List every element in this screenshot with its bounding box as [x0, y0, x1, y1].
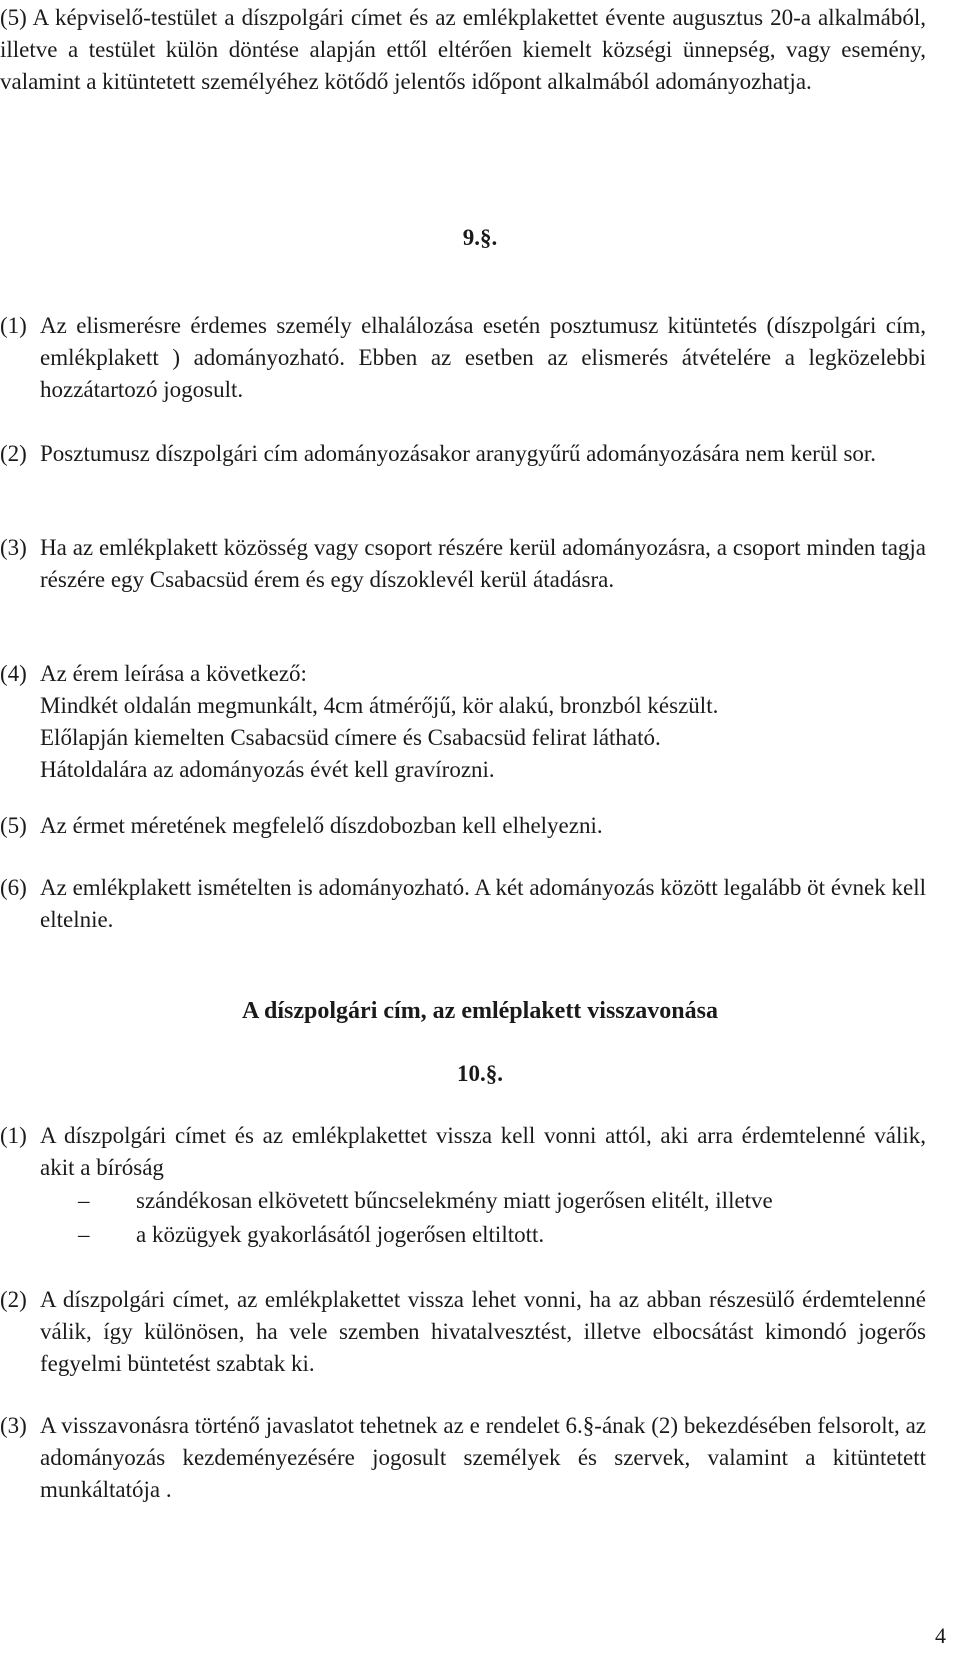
section-title: A díszpolgári cím, az emléplakett visszavonása — [242, 998, 718, 1024]
section-10-paragraph-1 — [0, 1120, 926, 1184]
section-10-paragraph-2 — [0, 1284, 926, 1380]
section-9-heading: 9.§. — [462, 225, 498, 250]
list-item-text: a közügyek gyakorlásától jogerősen eltiltott. — [136, 1222, 545, 1247]
section-9-paragraph-1 — [0, 310, 926, 406]
paragraph-number: (1) — [0, 313, 27, 338]
paragraph-number: (5) — [0, 813, 27, 838]
medal-description-line: Hátoldalára az adományozás évét kell gravírozni. — [40, 757, 495, 782]
paragraph-text: Az elismerésre érdemes személy elhalálozása esetén posztumusz kitüntetés (díszpolgári cím, emlékplakett ) adományozható. Ebben az esetben az elismerés átvételére a legközelebbi hozzátartozó jogosult. — [40, 313, 926, 402]
paragraph-text: Posztumusz díszpolgári cím adományozásakor aranygyűrű adományozására nem kerül sor. — [40, 441, 877, 466]
section-10-paragraph-3 — [0, 1410, 926, 1506]
paragraph-number: (2) — [0, 1287, 27, 1312]
paragraph-number: (2) — [0, 441, 27, 466]
paragraph-text: A díszpolgári címet és az emlékplakettet vissza kell vonni attól, aki arra érdemtelenné válik, akit a bíróság — [40, 1123, 926, 1180]
paragraph-number: (1) — [0, 1123, 27, 1148]
paragraph-text: (5) A képviselő-testület a díszpolgári címet és az emlékplakettet évente augusztus 20-a alkalmából, illetve a testület külön döntése alapján ettől eltérően kiemelt községi ünnepség, vagy esemény, valamint a kitüntetett személyéhez kötődő jelentős időpont alkalmából adományozhatja. — [0, 5, 926, 94]
paragraph-number: (6) — [0, 875, 27, 900]
section-9-paragraph-6 — [0, 872, 926, 936]
section-9-paragraph-3 — [0, 532, 926, 596]
section-10-heading: 10.§. — [457, 1061, 503, 1086]
list-item-text: szándékosan elkövetett bűncselekmény miatt jogerősen elitélt, illetve — [136, 1188, 773, 1213]
paragraph-number: (4) — [0, 661, 27, 686]
section-9-paragraph-2 — [0, 438, 926, 470]
paragraph-number: (3) — [0, 1413, 27, 1438]
dash-bullet: – — [78, 1188, 90, 1213]
paragraph-text: Ha az emlékplakett közösség vagy csoport részére kerül adományozásra, a csoport minden tagja részére egy Csabacsüd érem és egy díszoklevél kerül átadásra. — [40, 535, 926, 592]
paragraph-text: Az emlékplakett ismételten is adományozható. A két adományozás között legalább öt évnek kell eltelnie. — [40, 875, 926, 932]
medal-description-line: Előlapján kiemelten Csabacsüd címere és Csabacsüd felirat látható. — [40, 725, 661, 750]
section-9-paragraph-5 — [0, 810, 926, 842]
paragraph-text: Az érem leírása a következő: — [40, 661, 307, 686]
dash-bullet: – — [78, 1222, 90, 1247]
section-9-paragraph-4 — [0, 658, 926, 690]
paragraph-number: (3) — [0, 535, 27, 560]
paragraph-text: Az érmet méretének megfelelő díszdobozban kell elhelyezni. — [40, 813, 603, 838]
paragraph-text: A díszpolgári címet, az emlékplakettet vissza lehet vonni, ha az abban részesülő érdemtelenné válik, így különösen, ha vele szemben hivatalvesztést, illetve elbocsátást kimondó jogerős fegyelmi büntetést szabtak ki. — [40, 1287, 926, 1376]
page-number: 4 — [935, 1623, 946, 1648]
paragraph-text: A visszavonásra történő javaslatot tehetnek az e rendelet 6.§-ának (2) bekezdésében felsorolt, az adományozás kezdeményezésére jogosult személyek és szervek, valamint a kitüntetett munkáltatója . — [40, 1413, 926, 1502]
paragraph-5-intro — [0, 2, 926, 98]
medal-description-line: Mindkét oldalán megmunkált, 4cm átmérőjű, kör alakú, bronzból készült. — [40, 693, 719, 718]
